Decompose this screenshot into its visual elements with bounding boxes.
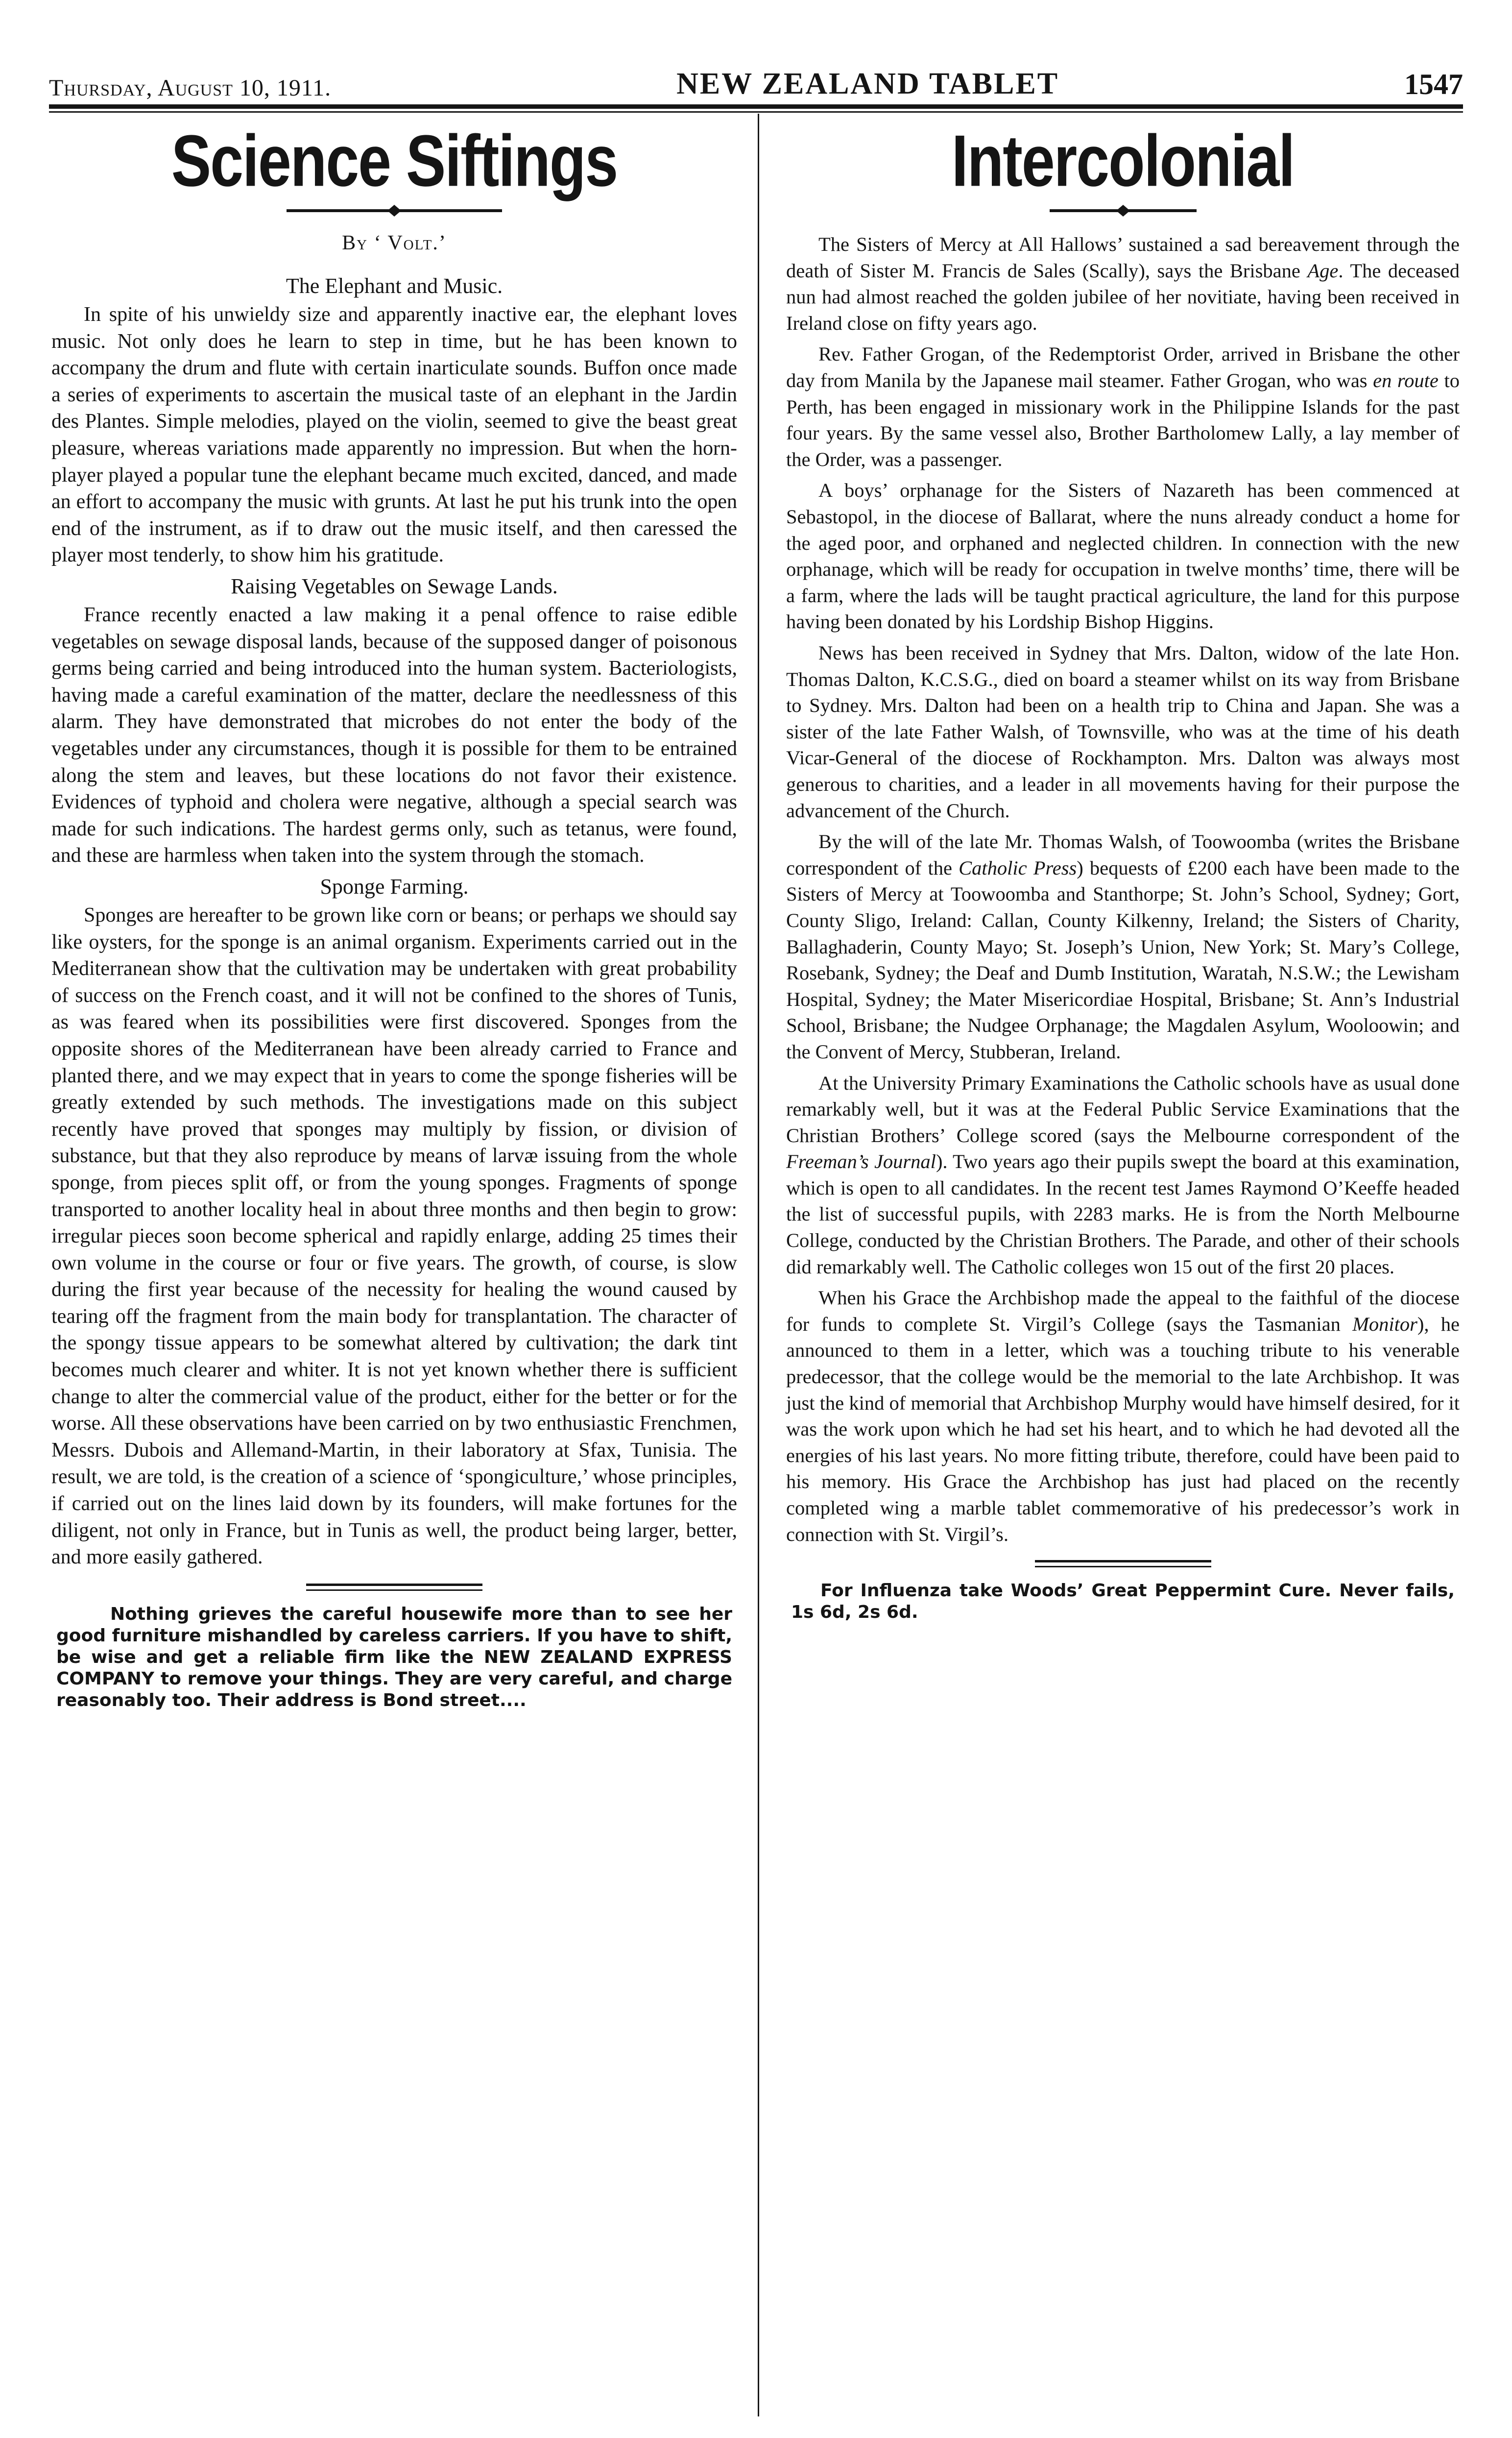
page-number: 1547 <box>1404 68 1463 100</box>
peppermint-cure-advertisement <box>791 1580 1455 1623</box>
section-heading: Raising Vegetables on Sewage Lands. <box>231 574 558 599</box>
paragraph: At the University Primary Examinations the Catholic schools have as usual done remarkably well, but it was at the Federal Public Service Examinations that the Christian Brothers’ College scored (says the Melbourne correspondent of the Freeman’s Journal). Two years ago their pupils swept the board at this examination, which is open to all candidates. In the recent test James Raymond O’Keeffe headed the list of successful pupils, with 2283 marks. He is from the North Melbourne College, conducted by the Christian Brothers. The Parade, and other of their schools did remarkably well. The Catholic colleges won 15 out of the first 20 places. <box>786 1072 1460 1278</box>
header-rule-thick <box>49 104 1463 109</box>
paragraph: In spite of his unwieldy size and apparently inactive ear, the elephant loves music. Not only does he learn to step in time, but he has been known to accompany the drum and flute with certain inarticulate sounds. Buffon once made a series of experiments to ascertain the musical taste of an elephant in the Jardin des Plantes. Simple melodies, played on the violin, seemed to give the beast great pleasure, whereas variations made apparently no impression. But when the horn-player played a popular tune the elephant became much excited, danced, and made an effort to accompany the music with grunts. At last he put his trunk into the open end of the instrument, as if to draw out the music itself, and then caressed the player most tenderly, to show him his gratitude. <box>51 303 737 567</box>
separator-rule <box>1035 1560 1211 1567</box>
paragraph: Sponges are hereafter to be grown like corn or beans; or perhaps we should say like oysters, for the sponge is an animal organism. Experiments carried out in the Mediterranean show that the cultivation may be undertaken with great probability of success on the French coast, and it will not be confined to the shores of Tunis, as was feared when its possibilities were first discovered. Sponges from the opposite shores of the Mediterranean have been already carried to France and planted there, and we may expect that in years to come the sponge fisheries will be greatly extended by such methods. The investigations made on this subject recently have proved that sponges may multiply by fission, or division of substance, but that they also reproduce by means of larvæ issuing from the whole sponge, from pieces split off, or from the young sponges. Fragments of sponge transported to another locality heal in about three months and then begin to grow: irregular pieces soon become spherical and rapidly enlarge, adding 25 times their own volume in the course or four or five years. The growth, of course, is slow during the first year because of the necessity for healing the wound caused by tearing off the fragment from the main body for transplantation. The character of the spongy tissue appears to be somewhat altered by cultivation; the dark tint becomes much clearer and whiter. It is not yet known whether there is sufficient change to alter the commercial value of the product, either for the better or for the worse. All these observations have been carried on by two enthusiastic Frenchmen, Messrs. Dubois and Allemand-Martin, in their laboratory at Sfax, Tunisia. The result, we are told, is the creation of a science of ‘spongiculture,’ whose principles, if carried out on the lines laid down by its founders, will make fortunes for the diligent, not only in France, but in Tunis as well, the product being larger, better, and more easily gathered. <box>51 903 737 1569</box>
column-divider <box>758 114 759 2416</box>
advertisement-text: For Influenza take Woods’ Great Peppermint Cure. Never fails, 1s 6d, 2s 6d. <box>791 1581 1455 1623</box>
separator-rule <box>306 1584 482 1591</box>
paragraph: Rev. Father Grogan, of the Redemptorist Order, arrived in Brisbane the other day from Manila by the Japanese mail steamer. Father Grogan, who was en route to Perth, has been engaged in missionary work in the Philippine Islands for the past four years. By the same vessel also, Brother Bartholomew Lally, a lay member of the Order, was a passenger. <box>786 343 1460 470</box>
intercolonial-column <box>786 122 1460 1623</box>
paragraph: A boys’ orphanage for the Sisters of Nazareth has been commenced at Sebastopol, in the diocese of Ballarat, where the nuns already conduct a home for the aged poor, and orphaned and neglected children. In connection with the new orphanage, which will be ready for occupation in twelve months’ time, there will be a farm, where the lads will be taught practical agriculture, the land for this purpose having been donated by his Lordship Bishop Higgins. <box>786 479 1460 633</box>
column-title: Science Siftings <box>171 120 618 202</box>
paragraph: When his Grace the Archbishop made the appeal to the faithful of the diocese for funds to complete St. Virgil’s College (says the Tasmanian Monitor), he announced to them in a letter, which was a touching tribute to his venerable predecessor, that the college would be the memorial to the late Archbishop. It was just the kind of memorial that Archbishop Murphy would have himself desired, for it was the work upon which he had set his heart, and to which he had devoted all the energies of his last years. No more fitting tribute, therefore, could have been paid to his memory. His Grace the Archbishop has just had placed on the recently completed wing a marble tablet commemorative of his predecessor’s work in connection with St. Virgil’s. <box>786 1287 1460 1545</box>
section-heading: The Elephant and Music. <box>286 274 503 298</box>
issue-date: Thursday, August 10, 1911. <box>49 75 332 101</box>
science-siftings-column <box>51 122 737 1711</box>
column-title: Intercolonial <box>951 120 1295 202</box>
paragraph: France recently enacted a law making it a penal offence to raise edible vegetables on sewage disposal lands, because of the supposed danger of poisonous germs being carried and being introduced into the human system. Bacteriologists, having made a careful examination of the matter, declare the needlessness of this alarm. They have demonstrated that microbes do not enter the body of the vegetables under any circumstances, though it is possible for them to be entrained along the stem and leaves, but these locations do not favor their existence. Evidences of typhoid and cholera were negative, although a special search was made for such indications. The hardest germs only, such as tetanus, were found, and these are harmless when taken into the system through the stomach. <box>51 604 737 867</box>
header-rule-thin <box>49 111 1463 113</box>
paragraph: The Sisters of Mercy at All Hallows’ sustained a sad bereavement through the death of Sister M. Francis de Sales (Scally), says the Brisbane Age. The deceased nun had almost reached the golden jubilee of her novitiate, having been received in Ireland close on fifty years ago. <box>786 233 1460 334</box>
ornament-divider-icon <box>1050 205 1197 217</box>
article-body <box>51 273 737 1571</box>
advertisement-text: Nothing grieves the careful housewife more than to see her good furniture mishandled by careless carriers. If you have to shift, be wise and get a reliable firm like the NEW ZEALAND EXPRESS COMPANY to remove your things. They are very careful, and charge reasonably too. Their address is Bond street.... <box>56 1604 732 1710</box>
publication-title: NEW ZEALAND TABLET <box>676 67 1059 100</box>
running-header <box>49 55 1463 101</box>
paragraph: News has been received in Sydney that Mrs. Dalton, widow of the late Hon. Thomas Dalton, K.C.S.G., died on board a steamer whilst on its way from Brisbane to Sydney. Mrs. Dalton had been on a health trip to China and Japan. She was a sister of the late Father Walsh, of Townsville, who was at the time of his death Vicar-General of the diocese of Rockhampton. Mrs. Dalton was always most generous to charities, and a leader in all movements having for their purpose the advancement of the Church. <box>786 642 1460 822</box>
paragraph: By the will of the late Mr. Thomas Walsh, of Toowoomba (writes the Brisbane correspondent of the Catholic Press) bequests of £200 each have been made to the Sisters of Mercy at Toowoomba and Stanthorpe; St. John’s School, Sydney; Gort, County Sligo, Ireland: Callan, County Kilkenny, Ireland; the Sisters of Charity, Ballaghaderin, County Mayo; St. Joseph’s Union, New York; St. Mary’s College, Rosebank, Sydney; the Deaf and Dumb Institution, Waratah, N.S.W.; the Lewisham Hospital, Sydney; the Mater Misericordiae Hospital, Brisbane; St. Ann’s Industrial School, Brisbane; the Nudgee Orphanage; the Magdalen Asylum, Wooloowin; and the Convent of Mercy, Stubberan, Ireland. <box>786 830 1460 1063</box>
article-body <box>786 231 1460 1547</box>
ornament-divider-icon <box>287 205 502 217</box>
section-heading: Sponge Farming. <box>320 874 469 899</box>
byline: By ‘ Volt.’ <box>342 232 447 255</box>
express-company-advertisement <box>56 1604 732 1711</box>
